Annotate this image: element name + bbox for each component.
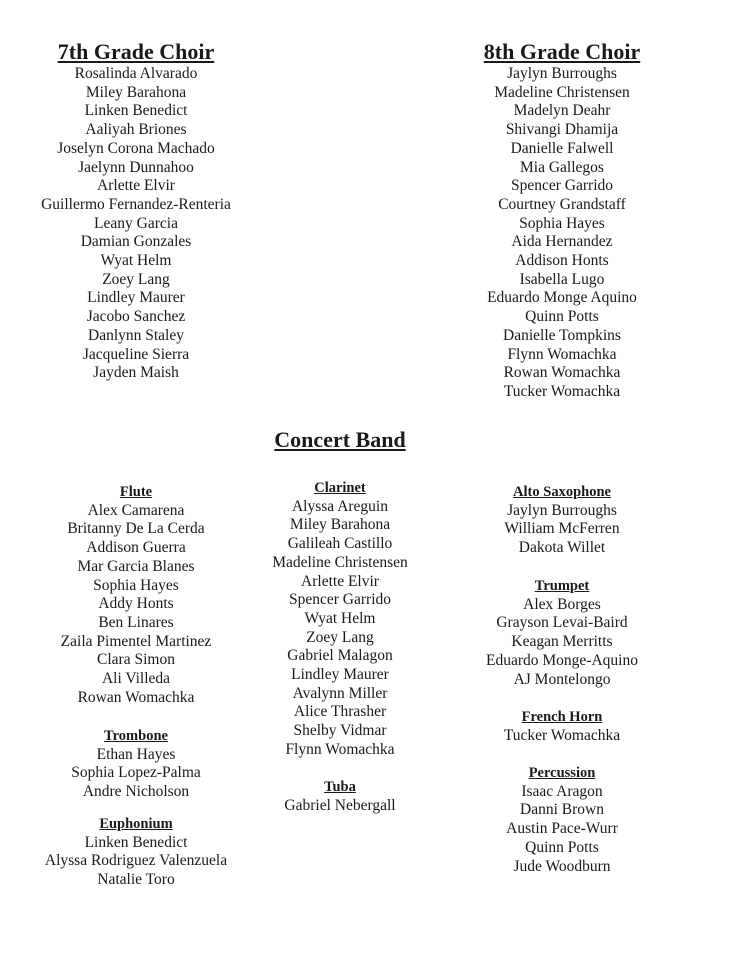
member-name: Keagan Merritts — [511, 633, 613, 651]
member-name: Isaac Aragon — [521, 782, 603, 800]
member-name: Grayson Levai-Baird — [496, 614, 628, 632]
member-name: Gabriel Nebergall — [284, 796, 396, 814]
group-choir8 — [412, 65, 712, 402]
member-name: Avalynn Miller — [292, 684, 388, 702]
member-name: Galileah Castillo — [287, 535, 393, 553]
member-name: Miley Barahona — [85, 83, 187, 101]
member-name: Rowan Womachka — [503, 364, 621, 382]
member-name: Courtney Grandstaff — [498, 195, 626, 213]
member-name: Spencer Garrido — [289, 591, 391, 609]
member-name: Danielle Falwell — [510, 139, 614, 157]
member-name: Sophia Hayes — [93, 576, 179, 594]
group-trumpet — [412, 577, 712, 689]
member-name: Alyssa Areguin — [291, 497, 388, 515]
member-name: Leany Garcia — [94, 214, 178, 232]
member-name: Arlette Elvir — [97, 177, 175, 195]
member-name: AJ Montelongo — [513, 670, 611, 688]
member-name: Jayden Maish — [93, 364, 179, 382]
member-name: Spencer Garrido — [511, 177, 613, 195]
member-name: Natalie Toro — [97, 871, 175, 889]
member-name: Gabriel Malagon — [287, 647, 393, 665]
member-name: Wyat Helm — [100, 252, 172, 270]
member-name: Lindley Maurer — [87, 289, 185, 307]
section-heading-trombone: Trombone — [104, 728, 168, 744]
member-name: Lindley Maurer — [291, 666, 389, 684]
member-name: Ben Linares — [98, 613, 174, 631]
member-name: Mar Garcia Blanes — [77, 557, 195, 575]
member-name: Tucker Womachka — [503, 382, 621, 400]
section-heading-percussion: Percussion — [528, 765, 596, 781]
section-heading-tuba: Tuba — [324, 779, 356, 795]
member-name: Sophia Hayes — [519, 214, 605, 232]
member-name: Madeline Christensen — [494, 83, 630, 101]
member-name: Alyssa Rodriguez Valenzuela — [44, 852, 228, 870]
member-name: Jacqueline Sierra — [82, 345, 190, 363]
section-heading-flute: Flute — [119, 484, 153, 500]
member-name: Jacobo Sanchez — [86, 308, 186, 326]
member-name: Flynn Womachka — [507, 345, 617, 363]
member-name: Danlynn Staley — [88, 326, 184, 344]
member-name: Sophia Lopez-Palma — [71, 764, 201, 782]
member-name: Aida Hernandez — [511, 233, 613, 251]
group-percussion — [412, 764, 712, 876]
member-name: Zoey Lang — [306, 628, 374, 646]
member-name: Zoey Lang — [102, 270, 170, 288]
member-name: Arlette Elvir — [301, 572, 379, 590]
member-name: Rowan Womachka — [77, 688, 195, 706]
member-name: Eduardo Monge Aquino — [487, 289, 637, 307]
member-name: Ali Villeda — [101, 670, 171, 688]
member-name: Alice Thrasher — [293, 703, 387, 721]
member-name: Mia Gallegos — [520, 158, 604, 176]
title-7th-grade-choir: 7th Grade Choir — [57, 39, 215, 64]
member-name: Madeline Christensen — [272, 553, 408, 571]
member-name: Ethan Hayes — [96, 745, 176, 763]
section-heading-euphonium: Euphonium — [99, 816, 173, 832]
member-name: Flynn Womachka — [285, 740, 395, 758]
member-name: Tucker Womachka — [503, 726, 621, 744]
member-name: Wyat Helm — [304, 609, 376, 627]
member-name: Damian Gonzales — [80, 233, 192, 251]
member-name: Austin Pace-Wurr — [506, 820, 618, 838]
member-name: Quinn Potts — [525, 308, 599, 326]
member-name: Britanny De La Cerda — [67, 520, 205, 538]
member-name: Addison Honts — [515, 252, 609, 270]
member-name: Aaliyah Briones — [85, 121, 187, 139]
section-heading-altosax: Alto Saxophone — [513, 484, 611, 500]
section-heading-frenchhorn: French Horn — [521, 709, 603, 725]
group-altosax — [412, 483, 712, 558]
member-name: Jaylyn Burroughs — [507, 501, 617, 519]
member-name: Miley Barahona — [289, 516, 391, 534]
member-name: Jude Woodburn — [513, 857, 611, 875]
member-name: Linken Benedict — [84, 102, 188, 120]
member-name: Joselyn Corona Machado — [57, 139, 215, 157]
member-name: Rosalinda Alvarado — [74, 65, 198, 82]
section-heading-trumpet: Trumpet — [534, 578, 590, 594]
member-name: Linken Benedict — [84, 833, 188, 851]
member-name: Clara Simon — [97, 651, 175, 669]
member-name: Danni Brown — [520, 801, 604, 819]
member-name: Madelyn Deahr — [513, 102, 611, 120]
group-frenchhorn — [412, 708, 712, 745]
member-name: Addison Guerra — [86, 539, 186, 557]
title-concert-band: Concert Band — [274, 427, 406, 452]
member-name: Andre Nicholson — [82, 783, 190, 801]
member-name: William McFerren — [504, 520, 620, 538]
member-name: Alex Borges — [523, 595, 601, 613]
member-name: Quinn Potts — [525, 838, 599, 856]
member-name: Guillermo Fernandez-Renteria — [41, 195, 231, 213]
member-name: Jaelynn Dunnahoo — [78, 158, 194, 176]
title-8th-grade-choir: 8th Grade Choir — [483, 39, 641, 64]
member-name: Shivangi Dhamija — [505, 121, 619, 139]
member-name: Dakota Willet — [518, 539, 606, 557]
group-choir7 — [0, 65, 286, 383]
member-name: Alex Camarena — [87, 501, 185, 519]
section-heading-clarinet: Clarinet — [314, 480, 366, 496]
group-euphonium — [0, 815, 286, 890]
member-name: Addy Honts — [98, 595, 174, 613]
member-name: Eduardo Monge-Aquino — [486, 651, 638, 669]
member-name: Isabella Lugo — [519, 270, 605, 288]
member-name: Zaila Pimentel Martinez — [60, 632, 212, 650]
member-name: Danielle Tompkins — [503, 326, 621, 344]
member-name: Shelby Vidmar — [293, 722, 387, 740]
member-name: Jaylyn Burroughs — [507, 65, 617, 82]
